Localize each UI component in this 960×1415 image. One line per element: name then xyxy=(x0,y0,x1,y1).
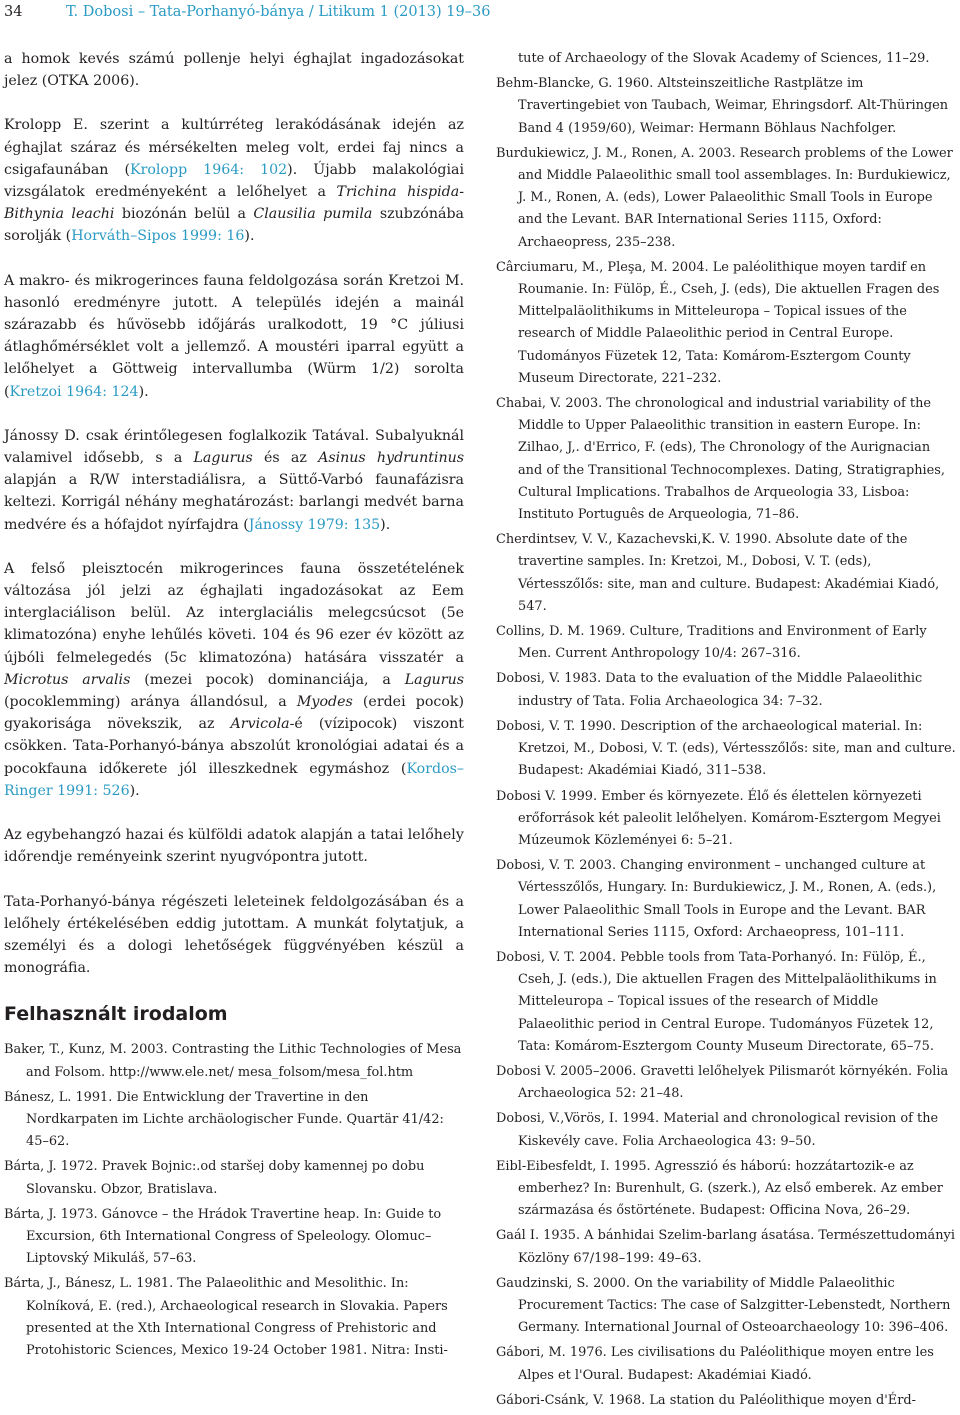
reference-item: Gábori, M. 1976. Les civilisations du Paléolithique moyen entre les Alpes et l'Oural. Budapest: Akadémiai Kiadó. xyxy=(496,1345,934,1383)
reference-item: Chabai, V. 2003. The chronological and industrial variability of the Middle to Upper Palaeolithic transition in eastern Europe. In: Zilhao, J,. d'Errico, F. (eds), The Chronology of the Aurignacian and of the Transitional Technocomplexes. Dating, Stratigraphies, Cultural Implications. Trabalhos de Arqueologia 33, Lisboa: Instituto Português de Arqueologia, 71–86. xyxy=(496,396,946,523)
citation-link[interactable]: Jánossy 1979: 135 xyxy=(248,516,381,533)
page-header xyxy=(4,2,960,24)
reference-item: Dobosi V. 1999. Ember és környezete. Élő és élettelen környezeti erőforrások két paleolit lelőhelyen. Komárom-Esztergom Megyei Múzeumok Közleményei 6: 5–21. xyxy=(496,788,941,848)
taxon-name: Myodes xyxy=(296,694,353,711)
reference-item: Bánesz, L. 1991. Die Entwicklung der Travertine in den Nordkarpaten im Lichte archäologischer Funde. Quartär 41/42: 45–62. xyxy=(4,1089,444,1150)
reference-item: Dobosi, V. 1983. Data to the evaluation of the Middle Palaeolithic industry of Tata. Folia Archaeologica 34: 7–32. xyxy=(496,671,923,709)
page-number: 34 xyxy=(4,4,23,20)
paragraph-kretzoi: A makro- és mikrogerinces fauna feldolgozása során Kretzoi M. hasonló eredményre jutott. A település idején a mainál szárazabb és hűvösebb időjárás uralkodott, 19 °C júliusi átlaghőmérséklet volt a jellemző. A moustéri iparral együtt a lelőhelyet a Göttweig intervallumba (Würm 1/2) sorolta (Kretzoi 1964: 124). xyxy=(4,272,464,400)
reference-item: Dobosi V. 2005–2006. Gravetti lelőhelyek Pilismarót környékén. Folia Archaeologica 52: 21–48. xyxy=(496,1063,949,1102)
paragraph-krolopp: Krolopp E. szerint a kultúrréteg lerakódásának idején az éghajlat száraz és mérsékelten meleg volt, erdei faj nincs a csigafaunában (Krolopp 1964: 102). Újabb malakológiai vizsgálatok eredményeként a lelőhelyet a Trichina hispida-Bithynia leachi biozónán belül a Clausilia pumila szubzónába sorolják (Horváth–Sipos 1999: 16). xyxy=(4,117,465,245)
reference-item: Dobosi, V.,Vörös, I. 1994. Material and chronological revision of the Kiskevély cave. Folia Archaeologica 43: 9–50. xyxy=(496,1111,939,1149)
taxon-name: Arvicola xyxy=(230,716,290,733)
left-column xyxy=(4,48,464,1365)
taxon-name: Asinus hydruntinus xyxy=(318,450,464,467)
taxon-name: Clausilia pumila xyxy=(253,206,373,223)
reference-item: Dobosi, V. T. 1990. Description of the archaeological material. In: Kretzoi, M., Dobosi, V. T. (eds), Vértesszőlős: site, man and culture. Budapest: Akadémiai Kiadó, 311–538. xyxy=(496,718,956,779)
taxon-name: Lagurus xyxy=(404,671,464,688)
reference-item: Eibl-Eibesfeldt, I. 1995. Agresszió és háború: hozzátartozik-e az emberhez? In: Burenhult, G. (szerk.), Az első emberek. Az ember származása és őstörténete. Budapest: Officina Nova, 26–29. xyxy=(496,1158,943,1219)
reference-item: Gábori-Csánk, V. 1968. La station du Paléolithique moyen d'Érd- xyxy=(496,1392,916,1408)
reference-item: Bárta, J., Bánesz, L. 1981. The Palaeolithic and Mesolithic. In: Kolníková, E. (red.), Archaeological research in Slovakia. Papers presented at the Xth International Congress of Prehistoric and Protohistoric Sciences, Mexico 19-24 October 1981. Nitra: Insti- xyxy=(4,1276,448,1358)
reference-item: Cherdintsev, V. V., Kazachevski,K. V. 1990. Absolute date of the travertine samples. In: Kretzoi, M., Dobosi, V. T. (eds), Vértesszőlős: site, man and culture. Budapest: Akadémiai Kiadó, 547. xyxy=(496,532,940,614)
section-title-bibliography: Felhasznált irodalom xyxy=(4,1003,228,1026)
running-title: T. Dobosi – Tata-Porhanyó-bánya / Litikum 1 (2013) 19–36 xyxy=(66,4,491,20)
citation-link[interactable]: Krolopp 1964: 102 xyxy=(129,161,288,178)
taxon-name: Trichina hispida-Bithynia leachi xyxy=(4,184,465,223)
reference-item: Dobosi, V. T. 2004. Pebble tools from Tata-Porhanyó. In: Fülöp, É., Cseh, J. (eds.), Die aktuellen Fragen des Mittelpaläolithikums in Mitteleuropa – Topical issues of the research of Middle Palaeolithic period in Central Europe. Tudományos Füzetek 12, Tata: Komárom-Esztergom County Museum Directorate, 65–75. xyxy=(496,949,937,1054)
paragraph-conclusion: Tata-Porhanyó-bánya régészeti leleteinek feldolgozásában és a lelőhely értékelésében eddig jutottam. A munkát folytatjuk, a személyi és a dologi lehetőségek függvényében készül a monográfia. xyxy=(4,893,464,977)
citation-link[interactable]: Horváth–Sipos 1999: 16 xyxy=(71,228,245,245)
taxon-name: Microtus arvalis xyxy=(4,671,131,688)
reference-item: Gaudzinski, S. 2000. On the variability of Middle Palaeolithic Procurement Tactics: The case of Salzgitter-Lebenstedt, Northern Germany. International Journal of Osteoarchaeology 10: 396–406. xyxy=(496,1275,951,1336)
citation-link[interactable]: Kretzoi 1964: 124 xyxy=(9,383,139,400)
paragraph-chronology: Az egybehangzó hazai és külföldi adatok alapján a tatai lelőhely időrendje reményeink szerint nyugvópontra jutott. xyxy=(4,827,464,866)
paragraph-microfauna: A felső pleisztocén mikrogerinces fauna összetételének változása jól jelzi az éghajlati ingadozásokat az Eem interglaciálison belül. Az interglaciális melegcsúcsot (5e klimatozóna) enyhe lehűlés követi. 104 és 96 ezer év között az újbóli felmelegedés (5c klimatozóna) hatására visszatér a Microtus arvalis (mezei pocok) dominanciája, a Lagurus (pocoklemming) aránya állandósul, a Myodes (erdei pocok) gyakorisága növekszik, az Arvicola-é (vízipocok) viszont csökken. Tata-Porhanyó-bánya abszolút kronológiai adatai és a pocokfauna időkerete jól illeszkednek egymáshoz (Kordos–Ringer 1991: 526). xyxy=(4,560,464,799)
taxon-name: Lagurus xyxy=(193,450,253,467)
reference-item: Baker, T., Kunz, M. 2003. Contrasting the Lithic Technologies of Mesa and Folsom. http://www.ele.net/ mesa_folsom/mesa_fol.htm xyxy=(4,1042,462,1080)
reference-item: Burdukiewicz, J. M., Ronen, A. 2003. Research problems of the Lower and Middle Palaeolithic small tool assemblages. In: Burdukiewicz, J. M., Ronen, A. (eds), Lower Palaeolithic Small Tools in Europe and the Levant. BAR International Series 1115, Oxford: Archaeopress, 235–238. xyxy=(496,145,953,250)
reference-item: Bárta, J. 1972. Pravek Bojnic:.od staršej doby kamennej po dobu Slovansku. Obzor, Bratislava. xyxy=(4,1159,425,1197)
paragraph-pollen: a homok kevés számú pollenje helyi éghajlat ingadozásokat jelez (OTKA 2006). xyxy=(4,51,464,90)
reference-item: Cârciumaru, M., Pleşa, M. 2004. Le paléolithique moyen tardif en Roumanie. In: Fülöp, É., Cseh, J. (eds), Die aktuellen Fragen des Mittelpaläolithikums in Mitteleuropa – Topical issues of the research of Middle Palaeolithic period in Central Europe. Tudományos Füzetek 12, Tata: Komárom-Esztergom County Museum Directorate, 221–232. xyxy=(496,259,940,386)
reference-item: Behm-Blancke, G. 1960. Altsteinszeitliche Rastplätze im Travertingebiet von Taubach, Weimar, Ehringsdorf. Alt-Thüringen Band 4 (1959/60), Weimar: Hermann Böhlaus Nachfolger. xyxy=(496,76,949,136)
reference-continuation: tute of Archaeology of the Slovak Academy of Sciences, 11–29. xyxy=(518,51,930,66)
paragraph-janossy: Jánossy D. csak érintőlegesen foglalkozik Tatával. Subalyuknál valamivel idősebb, s a Lagurus és az Asinus hydruntinus alapján a R/W interstadiálisra, a Süttő-Varbó faunafázisra keltezi. Korrigál néhány meghatározást: barlangi medvét barna medvére és a hófajdot nyírfajdra (Jánossy 1979: 135). xyxy=(4,427,464,533)
citation-link[interactable]: Kordos–Ringer 1991: 526 xyxy=(4,760,464,799)
reference-item: Gaál I. 1935. A bánhidai Szelim-barlang ásatása. Természettudományi Közlöny 67/198–199: 49–63. xyxy=(496,1228,955,1266)
right-column xyxy=(496,48,958,1415)
reference-item: Bárta, J. 1973. Gánovce – the Hrádok Travertine heap. In: Guide to Excursion, 6th International Congress of Speleology. Olomuc–Liptovský Mikuláš, 57–63. xyxy=(4,1206,442,1267)
reference-item: Collins, D. M. 1969. Culture, Traditions and Environment of Early Men. Current Anthropology 10/4: 267–316. xyxy=(496,624,927,662)
reference-item: Dobosi, V. T. 2003. Changing environment – unchanged culture at Vértesszőlős, Hungary. In: Burdukiewicz, J. M., Ronen, A. (eds.), Lower Palaeolithic Small Tools in Europe and the Levant. BAR International Series 1115, Oxford: Archaeopress, 101–111. xyxy=(496,858,937,940)
